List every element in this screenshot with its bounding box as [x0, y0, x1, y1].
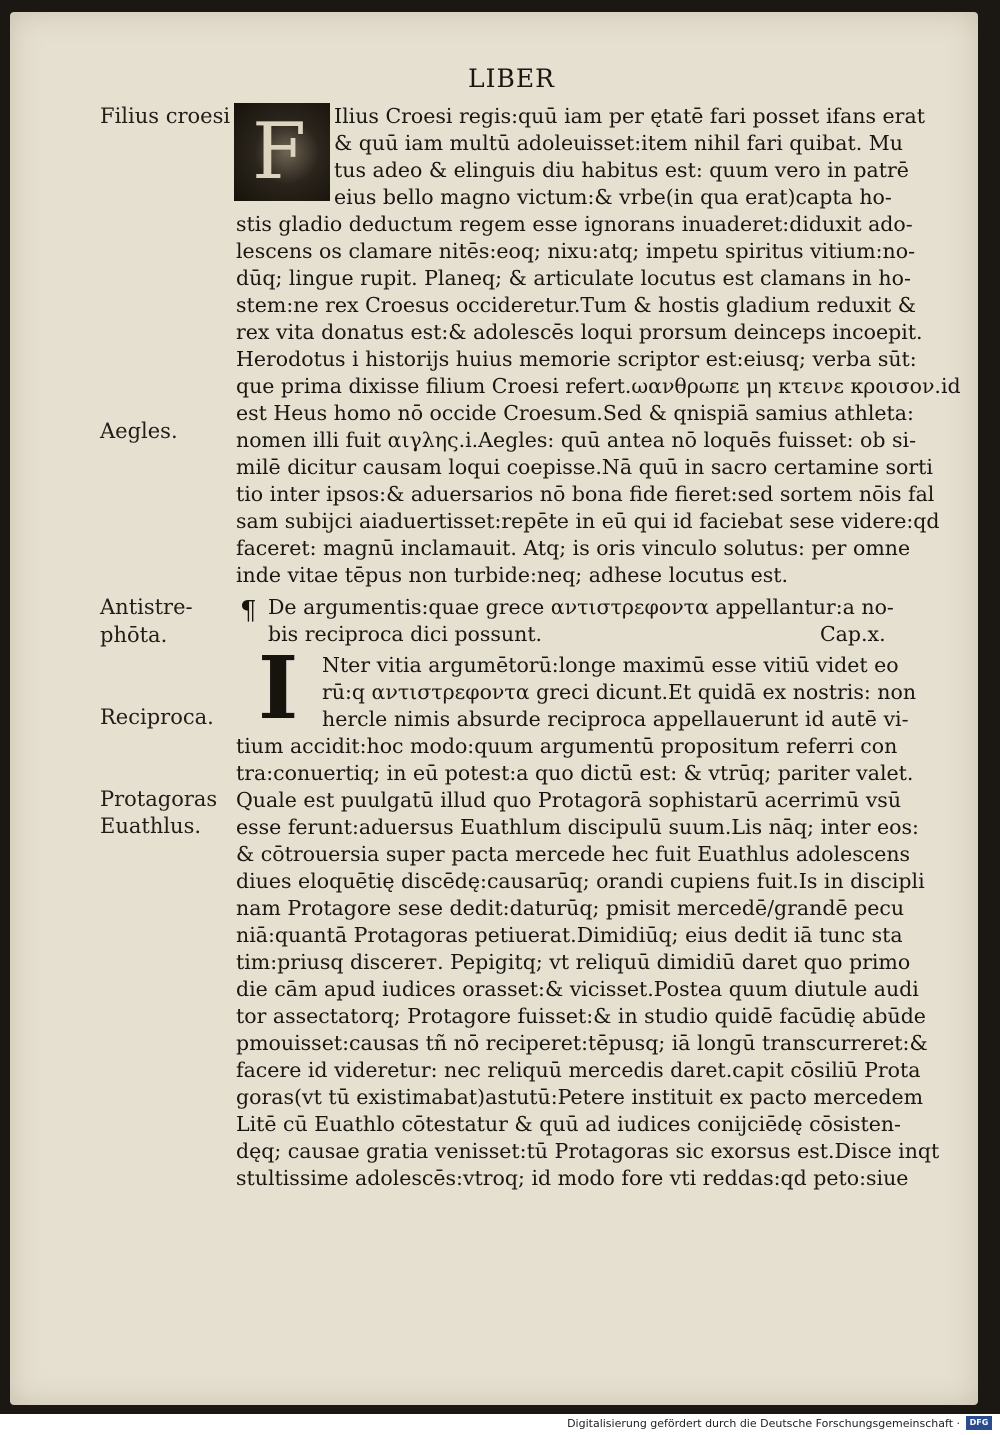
margin-note-protagoras: Protagoras [100, 787, 218, 811]
chapter-number: Cap.x. [820, 622, 886, 646]
text-line: tio inter ipsos:& aduersarios nō bona fide fieret:sed sortem nōis fal [236, 482, 935, 506]
text-line: tium accidit:hoc modo:quum argumentū propositum referri con [236, 734, 898, 758]
text-line: faceret: magnū inclamauit. Atq; is oris vinculo solutus: per omne [236, 536, 911, 560]
running-head: LIBER [468, 64, 555, 93]
text-line: tra:conuertiq; in eū potest:a quo dictū est: & vtrūq; pariter valet. [236, 761, 914, 785]
text-line: que prima dixisse filium Croesi refert.ωανθρωπε μη κτεινε κροισον.id [236, 374, 961, 398]
text-line: inde vitae tēpus non turbide:neq; adhese locutus est. [236, 563, 789, 587]
text-line: Quale est puulgatū illud quo Protagorā sophistarū acerrimū vsū [236, 788, 902, 812]
text-line: Ilius Croesi regis:quū iam per ętatē fari posset ifans erat [334, 104, 925, 128]
text-line: est Heus homo nō occide Croesum.Sed & qnispiā samius athleta: [236, 401, 914, 425]
text-line: nam Protagore sese dedit:daturūq; pmisit mercedē/grandē pecu [236, 896, 905, 920]
margin-note-euathlus: Euathlus. [100, 814, 202, 838]
text-line: Nter vitia argumētorū:longe maximū esse vitiū videt eo [322, 653, 899, 677]
text-line: stis gladio deductum regem esse ignorans inuaderet:diduxit ado- [236, 212, 913, 236]
decorated-initial-i: I [258, 638, 299, 739]
text-line: stem:ne rex Croesus occideretur.Tum & hostis gladium reduxit & [236, 293, 916, 317]
text-line: esse ferunt:aduersus Euathlum discipulū suum.Lis nāq; inter eos: [236, 815, 919, 839]
margin-note-reciproca: Reciproca. [100, 705, 214, 729]
text-line: dūq; lingue rupit. Planeq; & articulate locutus est clamans in ho- [236, 266, 911, 290]
decorated-initial-f: F [234, 103, 330, 201]
text-line: lescens os clamare nitēs:eoq; nixu:atq; impetu spiritus vitium:no- [236, 239, 916, 263]
text-line: diues eloquētię discēdę:causarūq; orandi cupiens fuit.Is in discipli [236, 869, 925, 893]
text-line: tor assectatorq; Protagore fuisset:& in studio quidē facūdię abūde [236, 1004, 926, 1028]
text-line: Litē cū Euathlo cōtestatur & quū ad iudices conijciēdę cōsisten- [236, 1112, 901, 1136]
text-line: niā:quantā Protagoras petiuerat.Dimidiūq; eius dedit iā tunc sta [236, 923, 903, 947]
text-line: pmouisset:causas tñ nō reciperet:tēpusq; iā longū transcurreret:& [236, 1031, 928, 1055]
text-line: hercle nimis absurde reciproca appellauerunt id autē vi- [322, 707, 909, 731]
text-line: tim:priusq discerет. Pepigitq; vt reliquū dimidiū daret quo primo [236, 950, 911, 974]
dfg-logo: DFG [966, 1416, 992, 1430]
text-line: dęq; causae gratia venisset:tū Protagoras sic exorsus est.Disce inqt [236, 1139, 940, 1163]
chapter-marker: ¶ [240, 596, 257, 626]
text-line: stultissime adolescēs:vtroq; id modo fore vti reddas:qd peto:siue [236, 1166, 909, 1190]
margin-note-filius: Filius croesi [100, 104, 231, 128]
text-line: facere id videretur: nec reliquū mercedis daret.capit cōsiliū Prota [236, 1058, 921, 1082]
margin-note-antistre: Antistre- [100, 595, 193, 619]
text-line: & cōtrouersia super pacta mercede hec fuit Euathlus adolescens [236, 842, 911, 866]
text-line: Herodotus i historijs huius memorie scriptor est:eiusq; verba sūt: [236, 347, 917, 371]
margin-note-aegles: Aegles. [100, 419, 178, 443]
text-line: sam subijci aiaduertisset:repēte in eū qui id faciebat sese videre:qd [236, 509, 940, 533]
chapter-heading-line: bis reciproca dici possunt. [268, 622, 543, 646]
chapter-heading-line: De argumentis:quae grece αντιστρεφοντα appellantur:a no- [268, 595, 894, 619]
text-line: rex vita donatus est:& adolescēs loqui prorsum deinceps incoepit. [236, 320, 923, 344]
footer-credit: Digitalisierung gefördert durch die Deutsche Forschungsgemeinschaft · [567, 1417, 960, 1430]
margin-note-phota: phōta. [100, 623, 168, 647]
text-line: & quū iam multū adoleuisset:item nihil fari quibat. Mu [334, 131, 903, 155]
text-line: die cām apud iudices orasset:& vicisset.Postea quum diutule audi [236, 977, 919, 1001]
text-line: rū:q αντιστρεφοντα greci dicunt.Et quidā ex nostris: non [322, 680, 917, 704]
text-line: milē dicitur causam loqui coepisse.Nā quū in sacro certamine sorti [236, 455, 933, 479]
text-line: eius bello magno victum:& vrbe(in qua erat)capta ho- [334, 185, 892, 209]
text-line: goras(vt tū existimabat)astutū:Petere instituit ex pacto mercedem [236, 1085, 924, 1109]
text-line: nomen illi fuit αιγλης.i.Aegles: quū antea nō loquēs fuisset: ob si- [236, 428, 917, 452]
text-line: tus adeo & elinguis diu habitus est: quum vero in patrē [334, 158, 909, 182]
